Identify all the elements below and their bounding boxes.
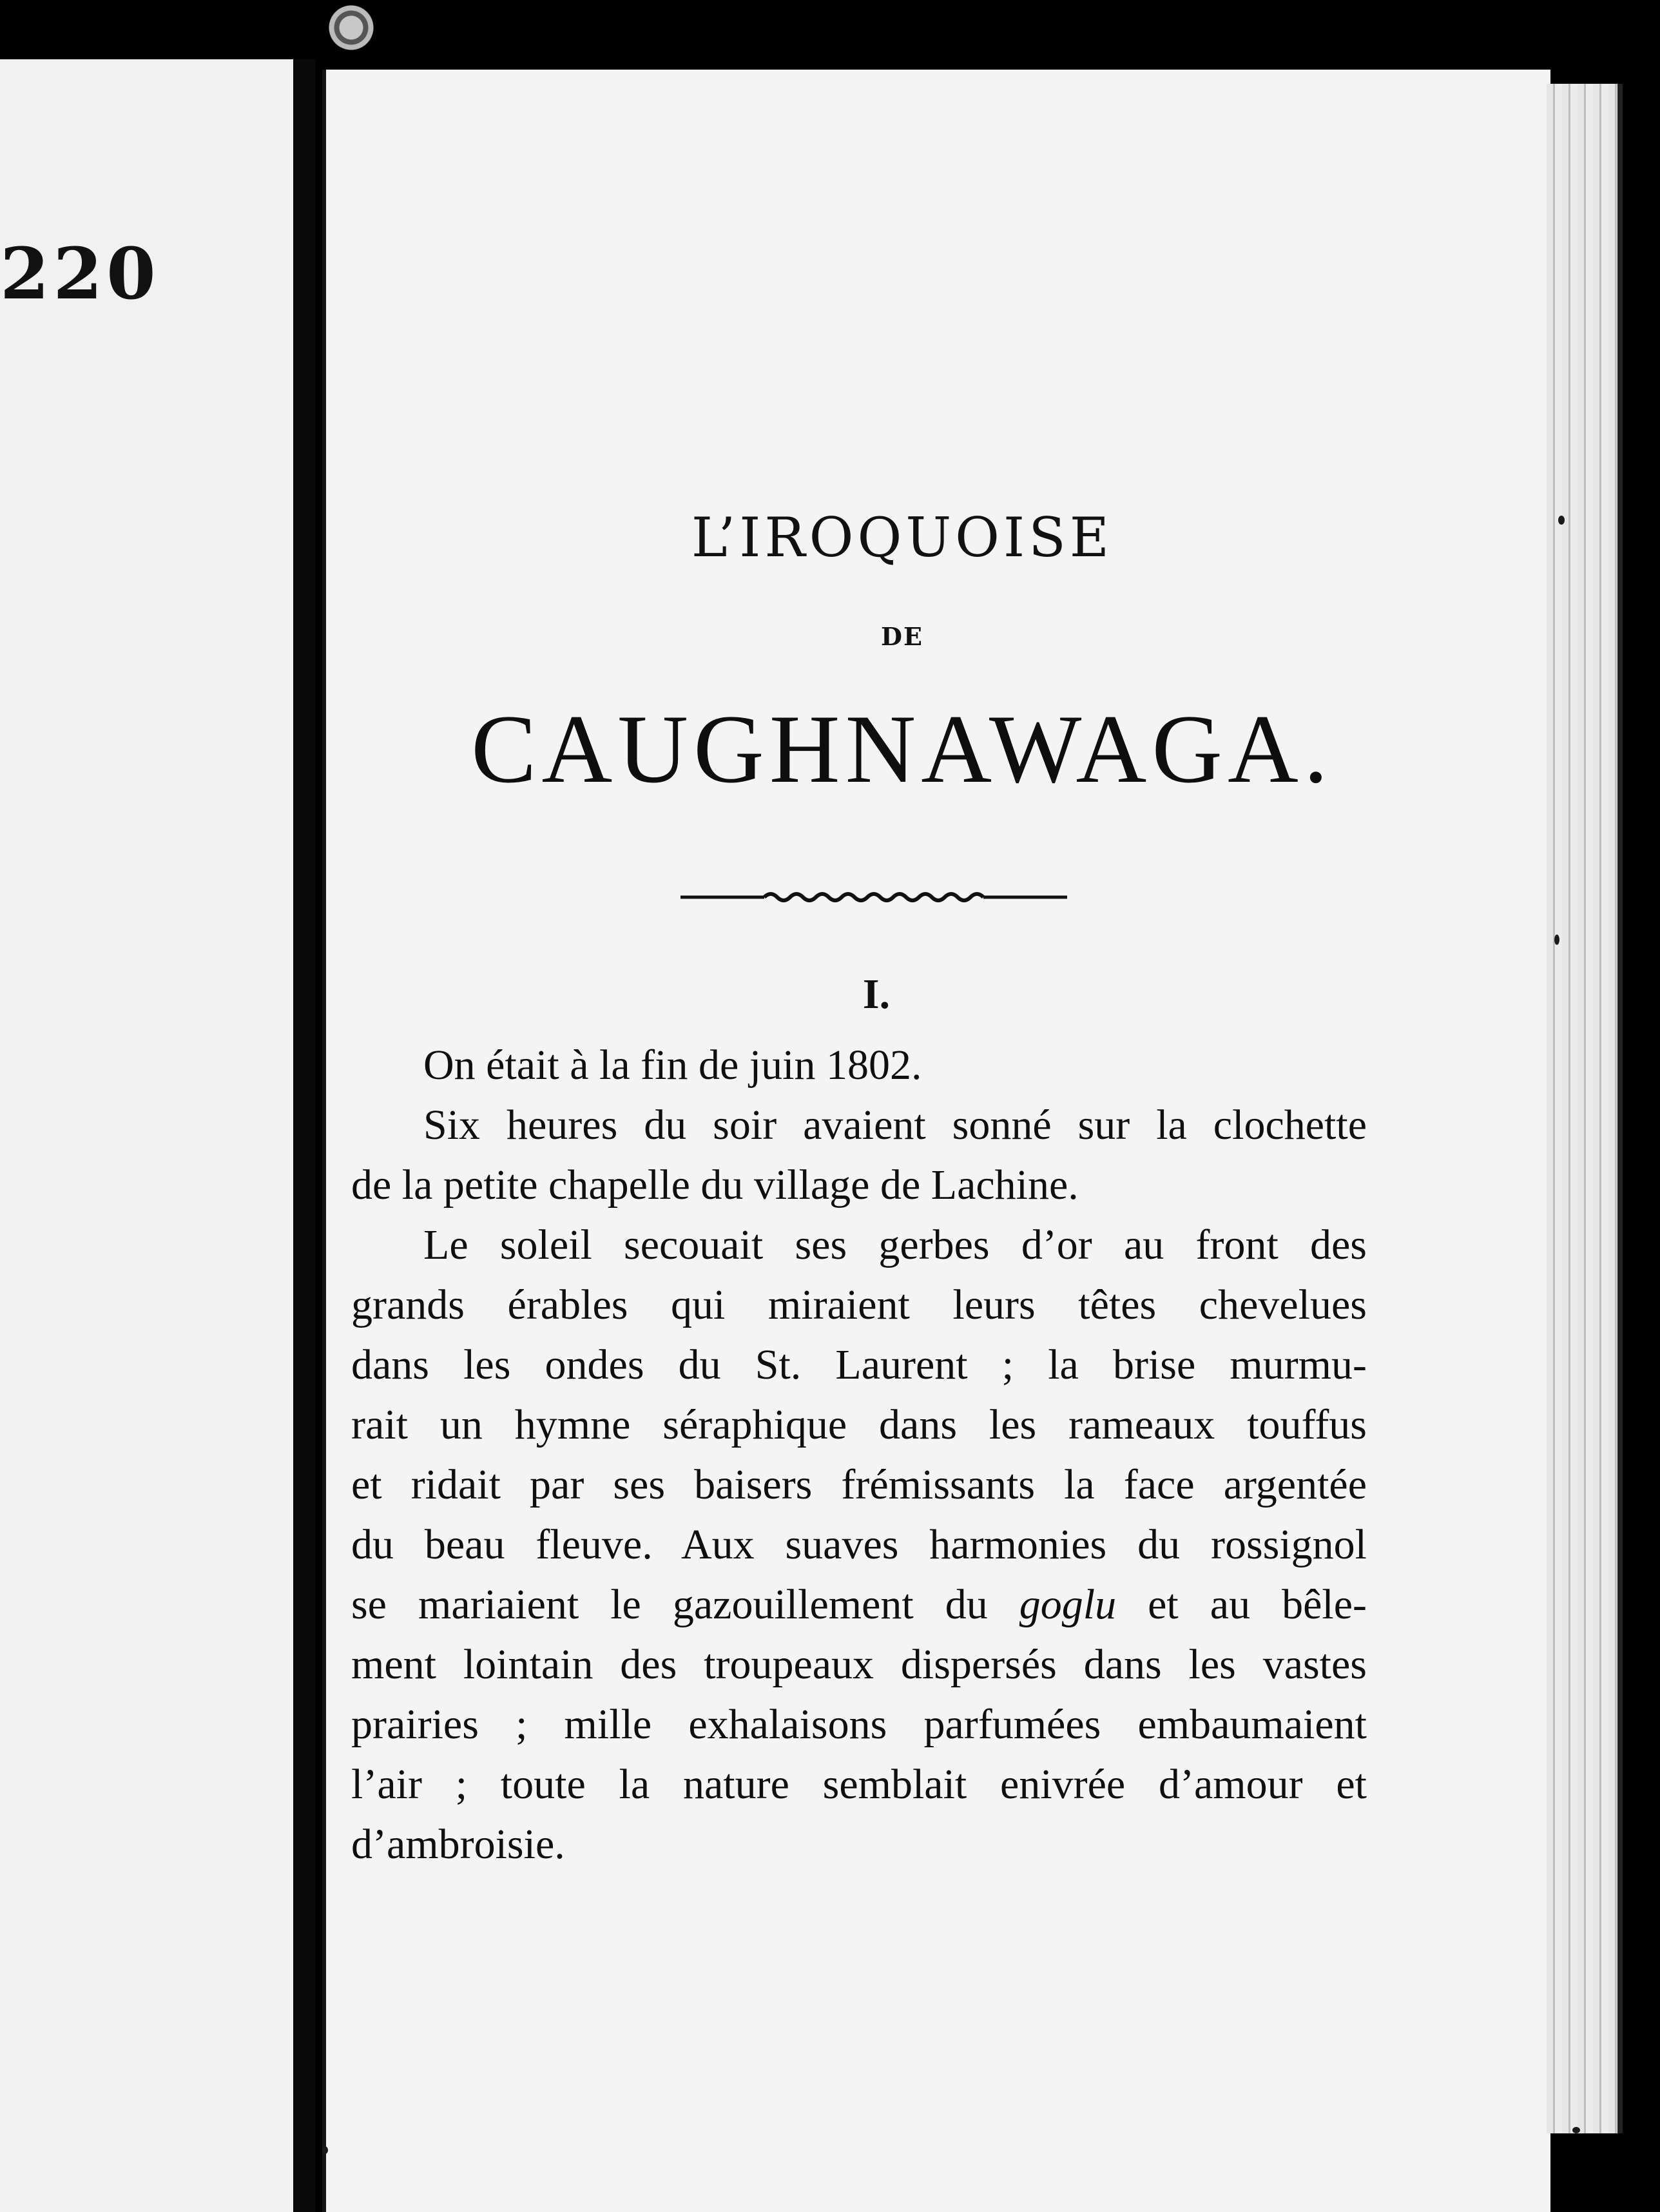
text-line: ment lointain des troupeaux dispersés dans les vastes [351,1641,1367,1688]
dust-speck [1554,935,1559,945]
text-line: de la petite chapelle du village de Lachine. [351,1161,1079,1208]
body-text [351,1035,1367,1874]
text-segment: et au bêle- [1116,1581,1367,1628]
text-line: rait un hymne séraphique dans les rameaux touffus [351,1401,1367,1448]
text-line: l’air ; toute la nature semblait enivrée d’amour et [351,1761,1367,1808]
text-line: Six heures du soir avaient sonné sur la clochette [423,1101,1367,1149]
heading-connector: DE [881,622,923,651]
text-line: Le soleil secouait ses gerbes d’or au front des [423,1221,1367,1268]
chapter-numeral: I. [862,971,891,1018]
dust-speck [1558,516,1565,525]
text-line: du beau fleuve. Aux suaves harmonies du rossignol [351,1521,1367,1568]
dust-speck [1572,2127,1580,2133]
left-page-number: 220 [0,232,160,315]
text-line [351,1575,1367,1635]
text-line: et ridait par ses baisers frémissants la face argentée [351,1461,1367,1508]
left-facing-page [0,59,300,2212]
book-gutter [293,59,315,2212]
dust-speck [322,2146,328,2154]
page-edges [1547,84,1623,2133]
binding-mark [322,0,380,50]
heading-title: L’IROQUOISE [691,506,1114,569]
text-line: On était à la fin de juin 1802. [423,1042,922,1089]
ornamental-rule [680,883,1067,909]
text-segment: se mariaient le gazouillement du [351,1581,1019,1628]
text-line: grands érables qui miraient leurs têtes chevelues [351,1281,1367,1328]
text-line: prairies ; mille exhalaisons parfumées embaumaient [351,1701,1367,1748]
text-line: d’ambroisie. [351,1821,565,1868]
text-line: dans les ondes du St. Laurent ; la brise murmu- [351,1341,1367,1388]
heading-place: CAUGHNAWAGA. [471,695,1333,803]
italic-word: goglu [1019,1581,1117,1628]
